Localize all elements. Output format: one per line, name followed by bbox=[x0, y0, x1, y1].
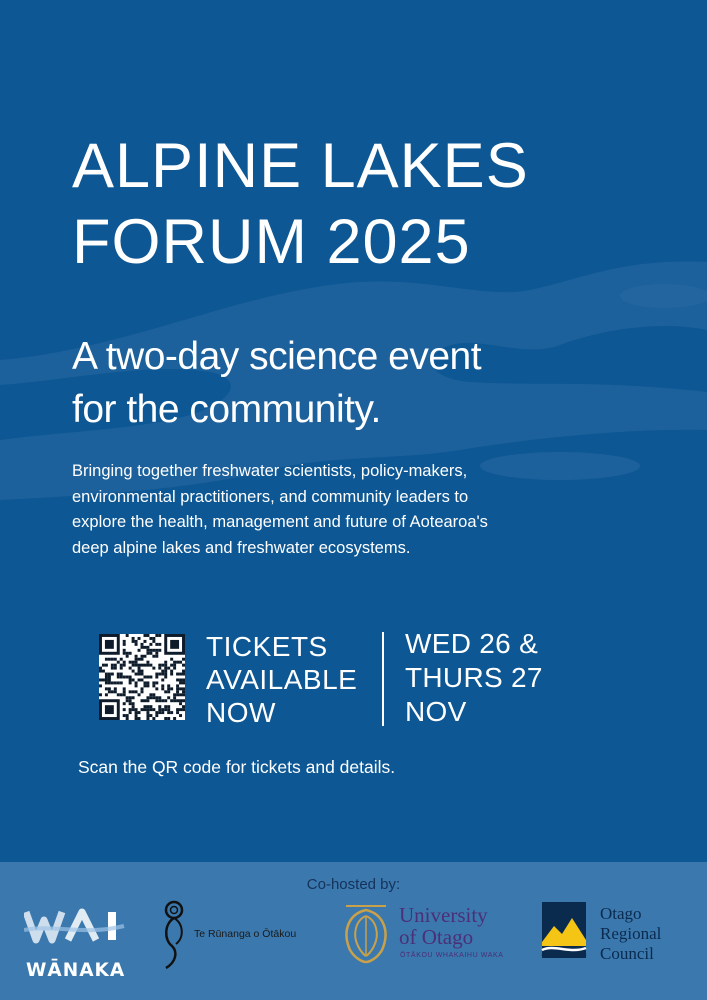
event-subtitle bbox=[72, 330, 481, 436]
event-description: Bringing together freshwater scientists, policy-makers, environmental practitioners, and community leaders to explore the health, management and future of Aotearoa's deep alpine lakes and freshwater ecosystems. bbox=[72, 462, 488, 557]
event-title bbox=[72, 128, 529, 280]
otago-regional-council-logo bbox=[540, 900, 690, 970]
runanga-emblem-icon bbox=[160, 900, 194, 972]
wai-wanaka-logo bbox=[24, 906, 134, 984]
event-dates bbox=[405, 627, 543, 729]
qr-code[interactable] bbox=[99, 634, 185, 720]
university-maori-name: ŌTĀKOU WHAKAIHU WAKA bbox=[400, 952, 504, 959]
dates-line-1: WED 26 & bbox=[405, 628, 539, 659]
tickets-line-1: TICKETS bbox=[206, 631, 328, 662]
wai-mark-icon bbox=[24, 906, 134, 946]
cohost-footer bbox=[0, 862, 707, 1000]
title-line-2: FORUM 2025 bbox=[72, 207, 471, 277]
tickets-line-3: NOW bbox=[206, 697, 276, 728]
tickets-info bbox=[206, 630, 357, 729]
university-name-line-1: University bbox=[399, 903, 488, 927]
runanga-name: Te Rūnanga o Ōtākou bbox=[194, 928, 297, 940]
orc-mountain-icon bbox=[540, 900, 588, 966]
university-crest-icon bbox=[338, 902, 394, 966]
vertical-divider bbox=[382, 632, 384, 726]
title-line-1: ALPINE LAKES bbox=[72, 131, 529, 201]
university-name bbox=[399, 904, 488, 948]
dates-line-2: THURS 27 bbox=[405, 662, 543, 693]
wai-wanaka-word: WĀNAKA bbox=[26, 960, 126, 981]
university-of-otago-logo bbox=[338, 902, 518, 974]
dates-line-3: NOV bbox=[405, 696, 467, 727]
subtitle-line-2: for the community. bbox=[72, 388, 381, 431]
orc-name: Otago Regional Council bbox=[600, 904, 662, 963]
tickets-line-2: AVAILABLE bbox=[206, 664, 358, 695]
te-runanga-logo bbox=[160, 900, 310, 972]
subtitle-line-1: A two-day science event bbox=[72, 335, 482, 378]
scan-instruction: Scan the QR code for tickets and details. bbox=[78, 757, 396, 777]
cohosted-label: Co-hosted by: bbox=[306, 876, 401, 893]
university-name-line-2: of Otago bbox=[399, 925, 474, 949]
